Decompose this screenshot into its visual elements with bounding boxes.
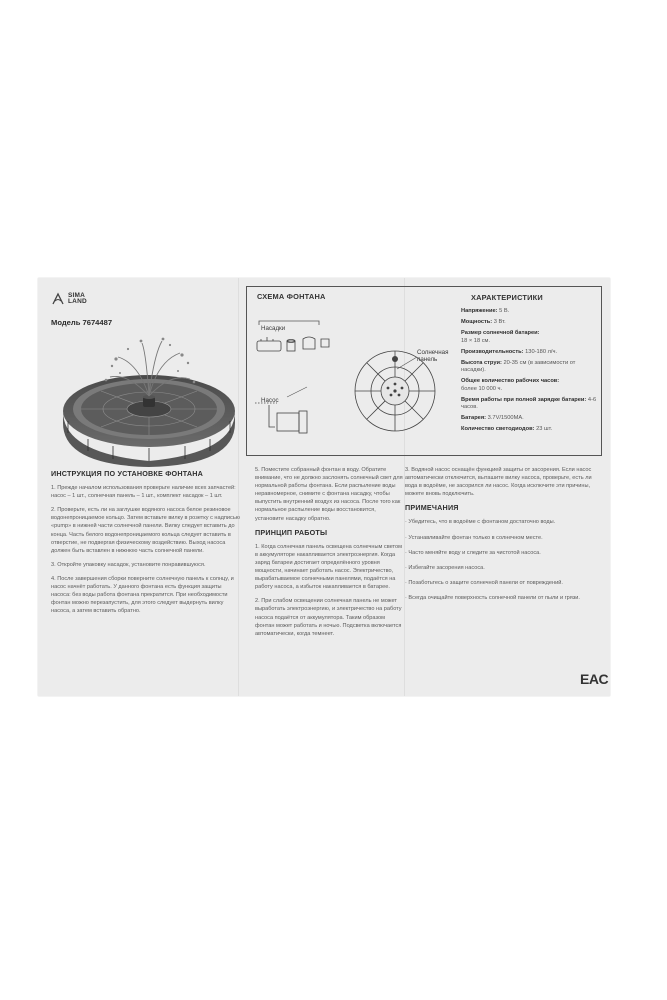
instruction-item: 1. Прежде началом использования проверьте наличие всех запчастей: насос – 1 шт., солнечная панель – 1 шт., комплект насадок – 1 шт. [51,485,236,500]
char-row: Производительность: 130-180 л/ч. [461,348,558,355]
char-row: Время работы при полной зарядке батареи: 4-6 часов. [461,396,597,411]
note-item: · Убедитесь, что в водоёме с фонтаном достаточно воды. [405,519,556,526]
note-item: · Часто меняйте воду и следите за чистотой насоса. [405,549,541,556]
label-solar-panel: Солнечная панель [417,349,449,363]
note-item: · Избегайте засорения насоса. [405,564,485,571]
notes-column [405,466,595,609]
instruction-item: 2. Проверьте, есть ли на заглушке водяного насоса белое резиновое водонепроницаемое кольцо. Затем вставьте вилку в розетку с надписью «pump» в нижней части солнечной панели. Вилку следует вставить до конца. Часть белого водонепроницаемого кольца следует вставить в отверстие, не подвергая физическому воздействию. Выход насоса должен быть вставлен в нижнюю часть солнечной панели. [51,507,240,554]
principle-item: 2. При слабом освещении солнечная панель не может выработать электроэнергию, и электричество на работу насоса подаётся от аккумулятора. Таким образом фонтан может работать и ночью. Подсветка включается автоматически, когда темнеет. [255,598,402,637]
principle-title: ПРИНЦИП РАБОТЫ [255,527,328,537]
scheme-box [246,286,602,456]
instruction-sheet [38,278,610,696]
brand-name [68,293,87,306]
note-item: · Устанавливайте фонтан только в солнечном месте. [405,534,543,541]
fountain-scheme-diagram [247,287,447,455]
sima-land-logo-icon [51,292,65,306]
fountain-product-image [58,333,240,468]
label-pump: Насос [261,397,279,404]
principle-column [255,466,405,644]
model-number: Модель 7674487 [51,318,113,327]
char-row: Напряжение: 5 В. [461,308,510,314]
instruction-item-5: 5. Поместите собранный фонтан в воду. Обратите внимание, что не должно заслонять солнечный свет для нормальной работы фонтана. Если распыление воды неравномерное, снимите с фонтана насадку, чтобы выпустить внутренний воздух из насоса. После того как нормальное распыление воды восстановится, установите насадку обратно. [255,467,403,522]
char-row: Мощность: 3 Вт. [461,319,506,326]
principle-item-3: 3. Водяной насос оснащён функцией защиты от засорения. Если насос автоматически отключится, выташите вилку насоса, проверьте, есть ли вода в водоёме, не засорился ли насос. Когда исключите эти причины, можете вновь подключить. [405,467,592,498]
instructions-column [51,470,241,621]
notes-title: ПРИМЕЧАНИЯ [405,503,459,513]
brand-line-2: LAND [68,298,87,305]
scheme-title: СХЕМА ФОНТАНА [257,292,326,301]
brand-line-1: SIMA [68,291,86,299]
eac-certification-mark: EAC [580,671,609,687]
instruction-item: 4. После завершения сборки поверните солнечную панель к солнцу, и насос начнёт работать. У данного фонтана есть функция защиты насоса: без воды работа фонтана прекратится. При необходимости фонтан можно перезапустить, для этого следует выдернуть вилку насоса, а затем вставить обратно. [51,575,234,615]
characteristics [461,293,597,438]
principle-item: 1. Когда солнечная панель освещена солнечным светом в аккумуляторе накапливается электроэнергия. Когда заряд батареи достигает определённого уровня мощности, начинает работать насос. Электричество, вырабатываемое солнечными панелями, подаётся на работу насоса, а избыток накапливается в батарее. [255,543,402,591]
char-row: Батарея: 3.7V/1500MA. [461,415,524,422]
char-row: Размер солнечной батареи: 18 × 18 см. [461,330,540,344]
instructions-title: ИНСТРУКЦИЯ ПО УСТАНОВКЕ ФОНТАНА [51,469,204,478]
char-row: Общее количество рабочих часов: более 10 000 ч. [461,378,560,392]
char-row: Высота струи: 20-35 см (в зависимости от насадки). [461,360,576,374]
characteristics-title: ХАРАКТЕРИСТИКИ [471,293,543,302]
label-nozzles: Насадки [261,325,286,332]
instruction-item: 3. Откройте упаковку насадок, установите понравившуюся. [51,561,206,568]
char-row: Количество светодиодов: 23 шт. [461,426,553,433]
note-item: · Позаботьтесь о защите солнечной панели от повреждений. [405,579,563,586]
note-item: · Всегда очищайте поверхность солнечной панели от пыли и грязи. [405,594,580,601]
brand [51,292,87,306]
